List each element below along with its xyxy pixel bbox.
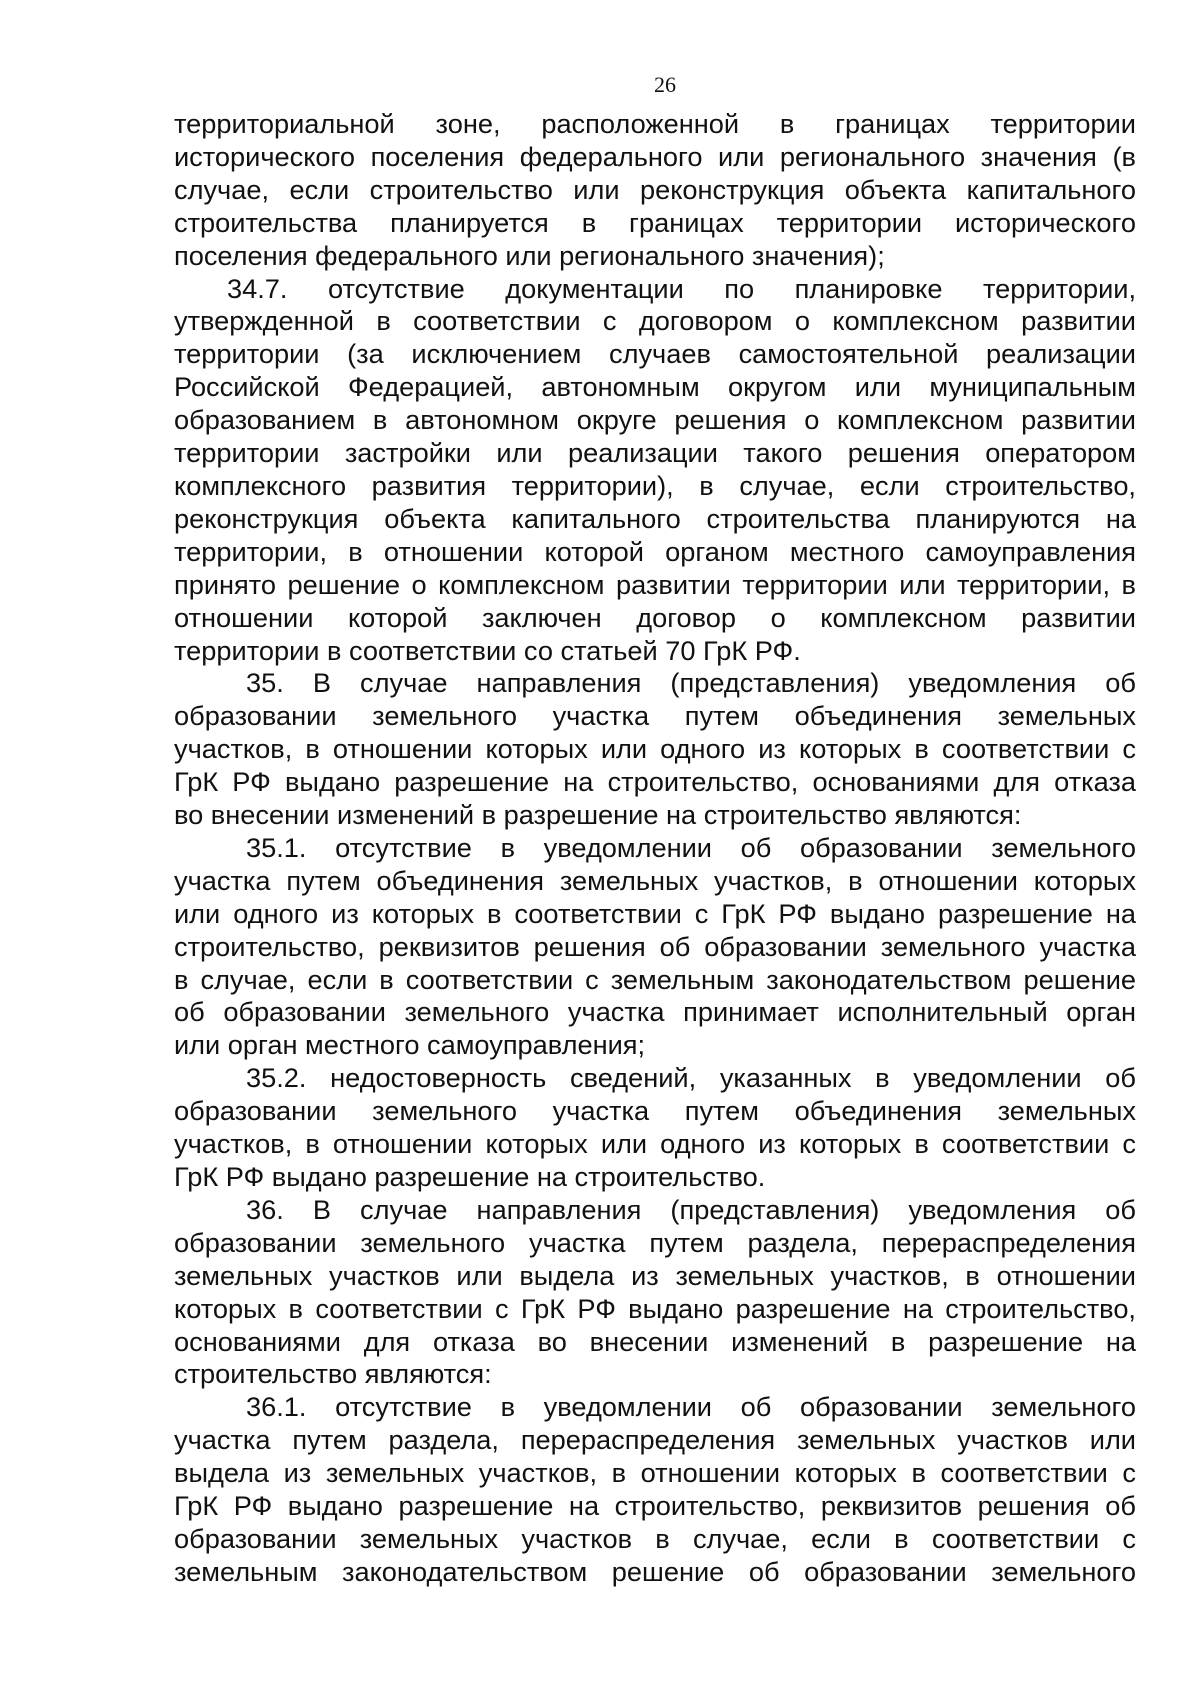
paragraph-36 — [174, 1194, 1136, 1391]
text-line: 35.2. недостоверность сведений, указанных в уведомлении об — [246, 1062, 1136, 1094]
text-line: земельных участков или выдела из земельных участков, в отношении — [174, 1259, 1136, 1291]
text-line: комплексного развития территории), в случае, если строительство, — [174, 469, 1136, 501]
text-line: ГрК РФ выдано разрешение на строительство, реквизитов решения об — [174, 1490, 1136, 1522]
text-line: 35. В случае направления (представления) уведомления об — [246, 667, 1136, 699]
text-line: или одного из которых в соответствии с ГрК РФ выдано разрешение на — [174, 897, 1136, 929]
page-number: 26 — [654, 72, 676, 97]
text-line: участка путем раздела, перераспределения земельных участков или — [174, 1424, 1136, 1456]
text-line: принято решение о комплексном развитии территории или территории, в — [174, 568, 1136, 600]
text-line: строительства планируется в границах территории исторического — [174, 206, 1136, 238]
text-line: которых в соответствии с ГрК РФ выдано разрешение на строительство, — [174, 1292, 1136, 1324]
text-line: 35.1. отсутствие в уведомлении об образовании земельного — [246, 831, 1136, 863]
text-line: участков, в отношении которых или одного из которых в соответствии с — [174, 1128, 1136, 1160]
paragraph-35-2 — [174, 1062, 1136, 1194]
text-line: ГрК РФ выдано разрешение на строительство. — [174, 1161, 766, 1192]
text-line: образовании земельного участка путем объединения земельных — [174, 700, 1136, 732]
text-line: образовании земельных участков в случае, если в соответствии с — [174, 1522, 1136, 1554]
text-line: в случае, если в соответствии с земельным законодательством решение — [174, 963, 1136, 995]
text-line: об образовании земельного участка принимает исполнительный орган — [174, 996, 1136, 1028]
text-line: поселения федерального или регионального значения); — [174, 239, 885, 271]
text-line: 36.1. отсутствие в уведомлении об образовании земельного — [246, 1391, 1136, 1423]
paragraph-continuation — [174, 108, 1136, 273]
text-line: образованием в автономном округе решения о комплексном развитии — [174, 404, 1136, 436]
text-line: территории в соответствии со статьей 70 ГрК РФ. — [174, 634, 801, 666]
paragraph-35 — [174, 667, 1136, 832]
text-line: образовании земельного участка путем раздела, перераспределения — [174, 1226, 1136, 1258]
text-line: строительство являются: — [174, 1358, 492, 1390]
text-line: участка путем объединения земельных участков, в отношении которых — [174, 864, 1136, 896]
text-line: территории (за исключением случаев самостоятельной реализации — [174, 338, 1136, 370]
text-line: реконструкция объекта капитального строительства планируются на — [174, 502, 1136, 534]
text-line: образовании земельного участка путем объединения земельных — [174, 1095, 1136, 1127]
text-line: Российской Федерацией, автономным округом или муниципальным — [174, 371, 1136, 403]
text-line: или орган местного самоуправления; — [174, 1029, 646, 1061]
text-line: выдела из земельных участков, в отношении которых в соответствии с — [174, 1457, 1136, 1489]
text-line: исторического поселения федерального или регионального значения (в — [174, 140, 1136, 172]
text-line: случае, если строительство или реконструкция объекта капитального — [174, 173, 1136, 205]
text-line: территории застройки или реализации такого решения оператором — [174, 437, 1136, 469]
text-line: строительство, реквизитов решения об образовании земельного участка — [174, 930, 1136, 962]
paragraph-36-1 — [174, 1391, 1136, 1588]
text-line: 36. В случае направления (представления) уведомления об — [246, 1193, 1136, 1225]
text-line: ГрК РФ выдано разрешение на строительство, основаниями для отказа — [174, 766, 1136, 798]
text-line: территориальной зоне, расположенной в границах территории — [174, 108, 1136, 139]
document-body — [174, 108, 1136, 1589]
paragraph-35-1 — [174, 832, 1136, 1062]
text-line: территории, в отношении которой органом местного самоуправления — [174, 535, 1136, 567]
text-line: земельным законодательством решение об образовании земельного — [174, 1555, 1136, 1587]
text-line: основаниями для отказа во внесении изменений в разрешение на — [174, 1325, 1136, 1357]
text-line: участков, в отношении которых или одного из которых в соответствии с — [174, 733, 1136, 765]
text-line: утвержденной в соответствии с договором о комплексном развитии — [174, 305, 1136, 337]
text-line: отношении которой заключен договор о комплексном развитии — [174, 601, 1136, 633]
text-line: 34.7. отсутствие документации по планировке территории, — [227, 272, 1136, 304]
paragraph-34-7 — [174, 273, 1136, 668]
text-line: во внесении изменений в разрешение на строительство являются: — [174, 799, 1022, 831]
